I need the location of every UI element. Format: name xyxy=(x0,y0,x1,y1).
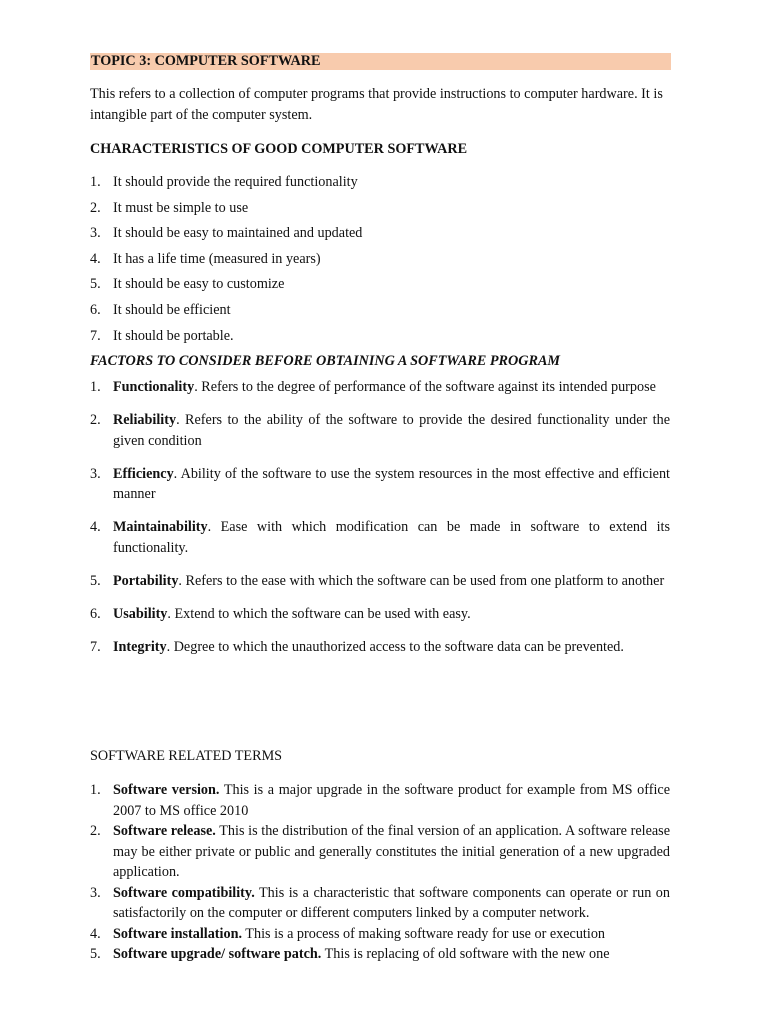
terms-list xyxy=(90,780,670,965)
list-text: It should be portable. xyxy=(113,327,234,344)
factor-term: Efficiency xyxy=(113,465,174,482)
list-item xyxy=(90,517,670,558)
topic-title: TOPIC 3: COMPUTER SOFTWARE xyxy=(90,53,671,70)
factor-term: Reliability xyxy=(113,412,177,428)
list-item xyxy=(90,464,670,505)
factor-term: Usability xyxy=(113,605,168,622)
list-number: 2. xyxy=(90,412,101,428)
list-number: 4. xyxy=(90,925,101,942)
list-item xyxy=(90,821,670,883)
list-text xyxy=(113,464,670,505)
list-item xyxy=(90,377,670,398)
list-number: 3. xyxy=(90,884,101,901)
list-number: 5. xyxy=(90,276,101,293)
list-number: 3. xyxy=(90,465,101,482)
factor-term: Functionality xyxy=(113,379,195,395)
list-number: 1. xyxy=(90,379,101,395)
list-item xyxy=(90,410,670,451)
list-item xyxy=(90,274,670,300)
list-text xyxy=(113,571,670,592)
list-text: It should be easy to maintained and updated xyxy=(113,225,363,242)
list-text xyxy=(113,604,670,625)
list-number: 2. xyxy=(90,823,101,839)
list-text: It should be efficient xyxy=(113,301,231,318)
factors-heading: FACTORS TO CONSIDER BEFORE OBTAINING A SOFTWARE PROGRAM xyxy=(90,353,561,369)
term-description: This is a process of making software ready for use or execution xyxy=(242,925,606,942)
list-number: 7. xyxy=(90,638,101,655)
term-name: Software release. xyxy=(113,823,216,839)
list-item xyxy=(90,198,670,224)
factor-description: . Degree to which the unauthorized access to the software data can be prevented. xyxy=(166,638,624,655)
terms-heading: SOFTWARE RELATED TERMS xyxy=(90,748,283,764)
list-number: 4. xyxy=(90,519,101,535)
factors-list xyxy=(90,377,670,670)
term-name: Software version. xyxy=(113,782,220,798)
list-number: 2. xyxy=(90,199,101,216)
factor-description: . Refers to the degree of performance of the software against its intended purpose xyxy=(194,379,656,395)
list-text xyxy=(113,883,670,924)
list-text xyxy=(113,637,670,658)
term-description: This is the distribution of the final version of an application. A software release may be either private or public and generally constitutes the initial generation of a new upgraded application. xyxy=(113,823,670,880)
list-number: 6. xyxy=(90,301,101,318)
list-text xyxy=(113,944,670,965)
list-item xyxy=(90,944,670,965)
list-number: 1. xyxy=(90,782,101,798)
term-name: Software upgrade/ software patch. xyxy=(113,946,322,962)
list-item xyxy=(90,604,670,625)
characteristics-list xyxy=(90,172,670,351)
factor-description: . Ability of the software to use the system resources in the most effective and efficient manner xyxy=(113,465,670,502)
list-item xyxy=(90,300,670,326)
intro-paragraph: This refers to a collection of computer programs that provide instructions to computer hardware. It is intangible part of the computer system. xyxy=(90,86,663,123)
list-item xyxy=(90,172,670,198)
list-text xyxy=(113,517,670,558)
term-name: Software compatibility. xyxy=(113,884,255,901)
factor-term: Integrity xyxy=(113,638,167,655)
list-item xyxy=(90,326,670,352)
factor-term: Portability xyxy=(113,572,179,589)
list-text xyxy=(113,924,670,945)
factor-term: Maintainability xyxy=(113,519,208,535)
list-item xyxy=(90,223,670,249)
list-number: 5. xyxy=(90,572,101,589)
list-text: It must be simple to use xyxy=(113,199,249,216)
list-text xyxy=(113,821,670,883)
list-text: It should provide the required functionality xyxy=(113,174,358,190)
list-number: 1. xyxy=(90,174,101,190)
factor-description: . Extend to which the software can be used with easy. xyxy=(167,605,471,622)
list-number: 4. xyxy=(90,250,101,267)
list-item xyxy=(90,780,670,821)
term-description: This is a major upgrade in the software product for example from MS office 2007 to MS office 2010 xyxy=(113,782,670,819)
list-item xyxy=(90,637,670,658)
list-number: 6. xyxy=(90,605,101,622)
list-text: It should be easy to customize xyxy=(113,276,285,293)
list-text xyxy=(113,377,670,398)
list-text xyxy=(113,780,670,821)
list-number: 5. xyxy=(90,946,101,962)
list-item xyxy=(90,924,670,945)
factor-description: . Ease with which modification can be made in software to extend its functionality. xyxy=(113,519,670,556)
list-text xyxy=(113,410,670,451)
term-name: Software installation. xyxy=(113,925,243,942)
list-item xyxy=(90,571,670,592)
term-description: This is replacing of old software with the new one xyxy=(321,946,610,962)
list-number: 3. xyxy=(90,225,101,242)
characteristics-heading: CHARACTERISTICS OF GOOD COMPUTER SOFTWARE xyxy=(90,141,468,157)
list-item xyxy=(90,249,670,275)
factor-description: . Refers to the ability of the software to provide the desired functionality under the given condition xyxy=(113,412,670,449)
term-description: This is a characteristic that software components can operate or run on satisfactorily on the computer or different computers linked by a computer network. xyxy=(113,884,670,921)
list-number: 7. xyxy=(90,327,101,344)
list-text: It has a life time (measured in years) xyxy=(113,250,321,267)
list-item xyxy=(90,883,670,924)
factor-description: . Refers to the ease with which the software can be used from one platform to another xyxy=(178,572,665,589)
